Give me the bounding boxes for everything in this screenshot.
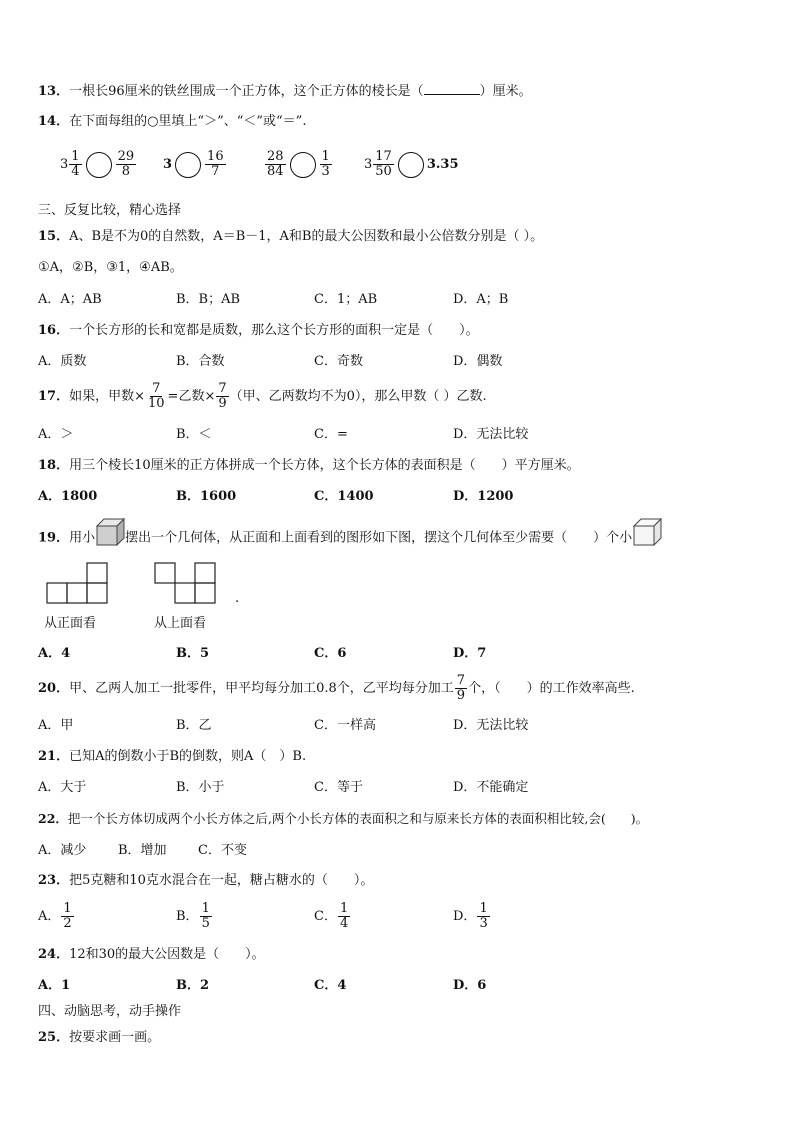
option-b[interactable]: B．5: [176, 646, 210, 661]
option-a[interactable]: A．4: [38, 646, 71, 661]
small-cube-icon: [632, 518, 662, 558]
option-d[interactable]: D．无法比较: [453, 427, 529, 442]
top-view-square: [155, 563, 175, 583]
question-21: 21．已知A的倒数小于B的倒数，则A（ ）B.: [38, 749, 307, 764]
option-b[interactable]: B．合数: [176, 354, 225, 369]
option-a[interactable]: A． $\frac{1}{2}$: [38, 901, 72, 931]
top-view-label: 从上面看: [154, 616, 207, 631]
option-d[interactable]: D．A；B: [453, 292, 509, 307]
question-text: 一根长96厘米的铁丝围成一个正方体，这个正方体的棱长是（: [69, 84, 424, 99]
question-16: 16．一个长方形的长和宽都是质数，那么这个长方形的面积一定是（ ）。: [38, 323, 479, 338]
top-view-figure: [154, 561, 218, 605]
top-view-square: [195, 563, 215, 583]
option-c[interactable]: C．等于: [314, 780, 363, 795]
option-c[interactable]: C．奇数: [314, 354, 363, 369]
option-c[interactable]: C．不变: [198, 843, 247, 858]
answer-blank[interactable]: [424, 82, 480, 95]
front-view-square: [87, 563, 107, 583]
section-heading-3: 三、反复比较，精心选择: [38, 203, 182, 218]
option-a[interactable]: A．A；AB: [38, 292, 102, 307]
option-c[interactable]: C．1；AB: [314, 292, 378, 307]
option-c[interactable]: C．4: [314, 978, 347, 993]
question-23: 23．把5克糖和10克水混合在一起，糖占糖水的（ ）。: [38, 873, 374, 888]
question-17: 17．如果，甲数× $\frac{7}{10}$ =乙数× $\frac{7}{9}$ （甲、乙两数均不为0），那么甲数（ ）乙数.: [38, 381, 487, 411]
option-c[interactable]: C．=: [314, 427, 348, 442]
compare-circle[interactable]: [86, 152, 112, 178]
option-b[interactable]: B． $\frac{1}{5}$: [176, 901, 210, 931]
question-22: 22．把一个长方体切成两个小长方体之后,两个小长方体的表面积之和与原来长方体的表面积相比较,会( )。: [38, 811, 649, 826]
question-24: 24．12和30的最大公因数是（ ）。: [38, 947, 265, 962]
question-18: 18．用三个棱长10厘米的正方体拼成一个长方体，这个长方体的表面积是（ ）平方厘米。: [38, 458, 580, 473]
question-25: 25．按要求画一画。: [38, 1030, 161, 1045]
option-b[interactable]: B．B；AB: [176, 292, 241, 307]
option-d[interactable]: D．6: [453, 978, 487, 993]
option-b[interactable]: B．乙: [176, 718, 212, 733]
option-d[interactable]: D．1200: [453, 489, 514, 504]
option-a[interactable]: A．甲: [38, 718, 74, 733]
top-view-square: [175, 583, 195, 603]
option-d[interactable]: D．不能确定: [453, 780, 529, 795]
small-cube-icon: [95, 518, 125, 558]
option-c[interactable]: C．6: [314, 646, 347, 661]
option-b[interactable]: B．2: [176, 978, 210, 993]
compare-group-3: $\frac{28}{84}$ $\frac{1}{3}$: [267, 149, 330, 179]
front-view-label: 从正面看: [44, 616, 97, 631]
question-text: 在下面每组的○里填上“＞”、“＜”或“＝”.: [69, 114, 307, 129]
front-view-figure: [46, 561, 110, 605]
question-15-hint: ①A，②B，③1，④AB。: [38, 260, 183, 275]
option-a[interactable]: A．1800: [38, 489, 98, 504]
option-a[interactable]: A．减少: [38, 843, 87, 858]
option-a[interactable]: A．＞: [38, 427, 74, 442]
option-b[interactable]: B．增加: [118, 843, 167, 858]
question-13: [38, 82, 532, 101]
option-d[interactable]: D．无法比较: [453, 718, 529, 733]
compare-circle[interactable]: [175, 152, 201, 178]
section-heading-4: 四、动脑思考，动手操作: [38, 1004, 182, 1019]
option-a[interactable]: A．1: [38, 978, 71, 993]
front-view-square: [87, 583, 107, 603]
compare-circle[interactable]: [398, 152, 424, 178]
option-c[interactable]: C． $\frac{1}{4}$: [314, 901, 349, 931]
option-d[interactable]: D．偶数: [453, 354, 503, 369]
question-19: 19．用小 摆出一个几何体，从正面和上面看到的图形如下图，摆这个几何体至少需要（ ）个小: [38, 518, 662, 558]
front-view-square: [47, 583, 67, 603]
option-c[interactable]: C．一样高: [314, 718, 376, 733]
compare-group-2: 3 $\frac{16}{7}$: [163, 149, 224, 179]
option-b[interactable]: B．1600: [176, 489, 237, 504]
top-view-square: [195, 583, 215, 603]
question-text-end: ）厘米。: [479, 84, 532, 99]
question-15: 15．A、B是不为0的自然数，A＝B－1，A和B的最大公因数和最小公倍数分别是（ ）。: [38, 229, 544, 244]
compare-group-1: 3 $\frac{1}{4}$ $\frac{29}{8}$: [60, 149, 135, 179]
question-number: 14．: [38, 114, 70, 129]
option-b[interactable]: B．小于: [176, 780, 225, 795]
option-a[interactable]: A．质数: [38, 354, 87, 369]
option-c[interactable]: C．1400: [314, 489, 374, 504]
question-number: 13．: [38, 84, 70, 99]
option-a[interactable]: A．大于: [38, 780, 87, 795]
question-20: 20．甲、乙两人加工一批零件，甲平均每分加工0.8个，乙平均每分加工 $\frac{7}{9}$ 个，（ ）的工作效率高些.: [38, 673, 635, 703]
option-d[interactable]: D． $\frac{1}{3}$: [453, 901, 488, 931]
option-b[interactable]: B．＜: [176, 427, 212, 442]
compare-group-4: 3 $\frac{17}{50}$ 3.35: [364, 149, 459, 179]
figure-period: .: [235, 591, 240, 606]
front-view-square: [67, 583, 87, 603]
compare-circle[interactable]: [290, 152, 316, 178]
question-14: [38, 113, 306, 131]
option-d[interactable]: D．7: [453, 646, 487, 661]
